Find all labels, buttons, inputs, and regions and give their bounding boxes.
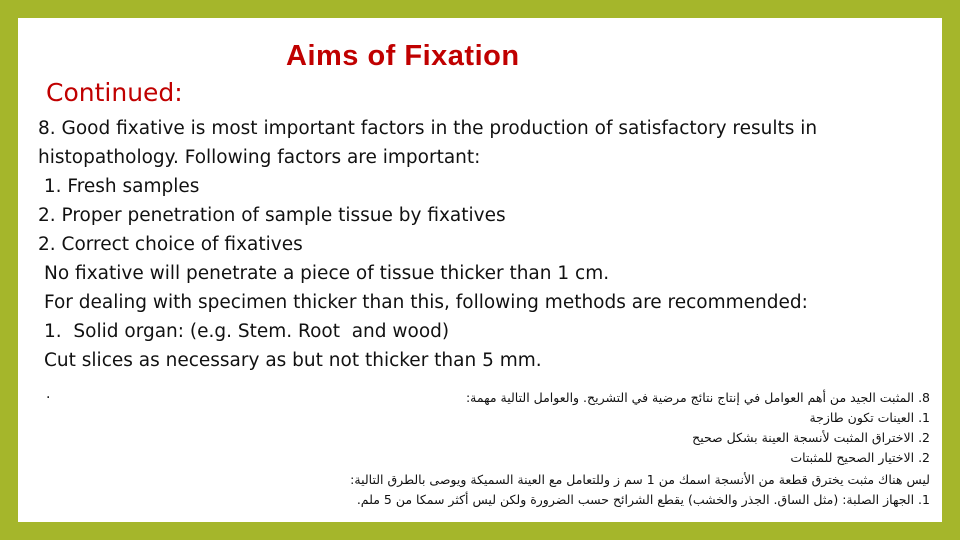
body-line: 2. Correct choice of fixatives bbox=[38, 234, 303, 255]
arabic-block-2 bbox=[230, 470, 930, 510]
arabic-block-1 bbox=[330, 388, 930, 468]
body-line: For dealing with specimen thicker than this, following methods are recommended: bbox=[44, 292, 808, 313]
body-line: histopathology. Following factors are important: bbox=[38, 147, 481, 168]
body-line: 1. Fresh samples bbox=[38, 176, 200, 197]
slide-subtitle: Continued: bbox=[46, 78, 183, 107]
body-line: 2. Proper penetration of sample tissue by fixatives bbox=[38, 205, 506, 226]
slide bbox=[18, 18, 942, 522]
body-line: No fixative will penetrate a piece of tissue thicker than 1 cm. bbox=[44, 263, 610, 284]
body-line: 1. Solid organ: (e.g. Stem. Root and wood) bbox=[44, 321, 450, 342]
body-text bbox=[38, 114, 918, 375]
body-line: 8. Good fixative is most important factors in the production of satisfactory results in bbox=[38, 118, 818, 139]
arabic-line: 2. الاختيار الصحيح للمثبتات bbox=[790, 450, 930, 465]
slide-title: Aims of Fixation bbox=[286, 40, 520, 72]
bullet-dot: . bbox=[46, 386, 51, 402]
arabic-line: 2. الاختراق المثبت لأنسجة العينة بشكل صحيح bbox=[692, 430, 930, 445]
arabic-line: 1. الجهاز الصلبة: (مثل الساق. الجذر والخشب) يقطع الشرائح حسب الضرورة ولكن ليس أكثر سمكا من 5 ملم. bbox=[356, 492, 930, 507]
arabic-line: 8. المثبت الجيد من أهم العوامل في إنتاج نتائج مرضية في التشريح. والعوامل التالية مهمة: bbox=[465, 390, 930, 405]
arabic-line: ليس هناك مثبت يخترق قطعة من الأنسجة اسمك من 1 سم ز وللتعامل مع العينة السميكة ويوصى بالطرق التالية: bbox=[350, 472, 930, 487]
arabic-line: 1. العينات تكون طازجة bbox=[809, 410, 930, 425]
body-line: Cut slices as necessary as but not thicker than 5 mm. bbox=[44, 350, 542, 371]
